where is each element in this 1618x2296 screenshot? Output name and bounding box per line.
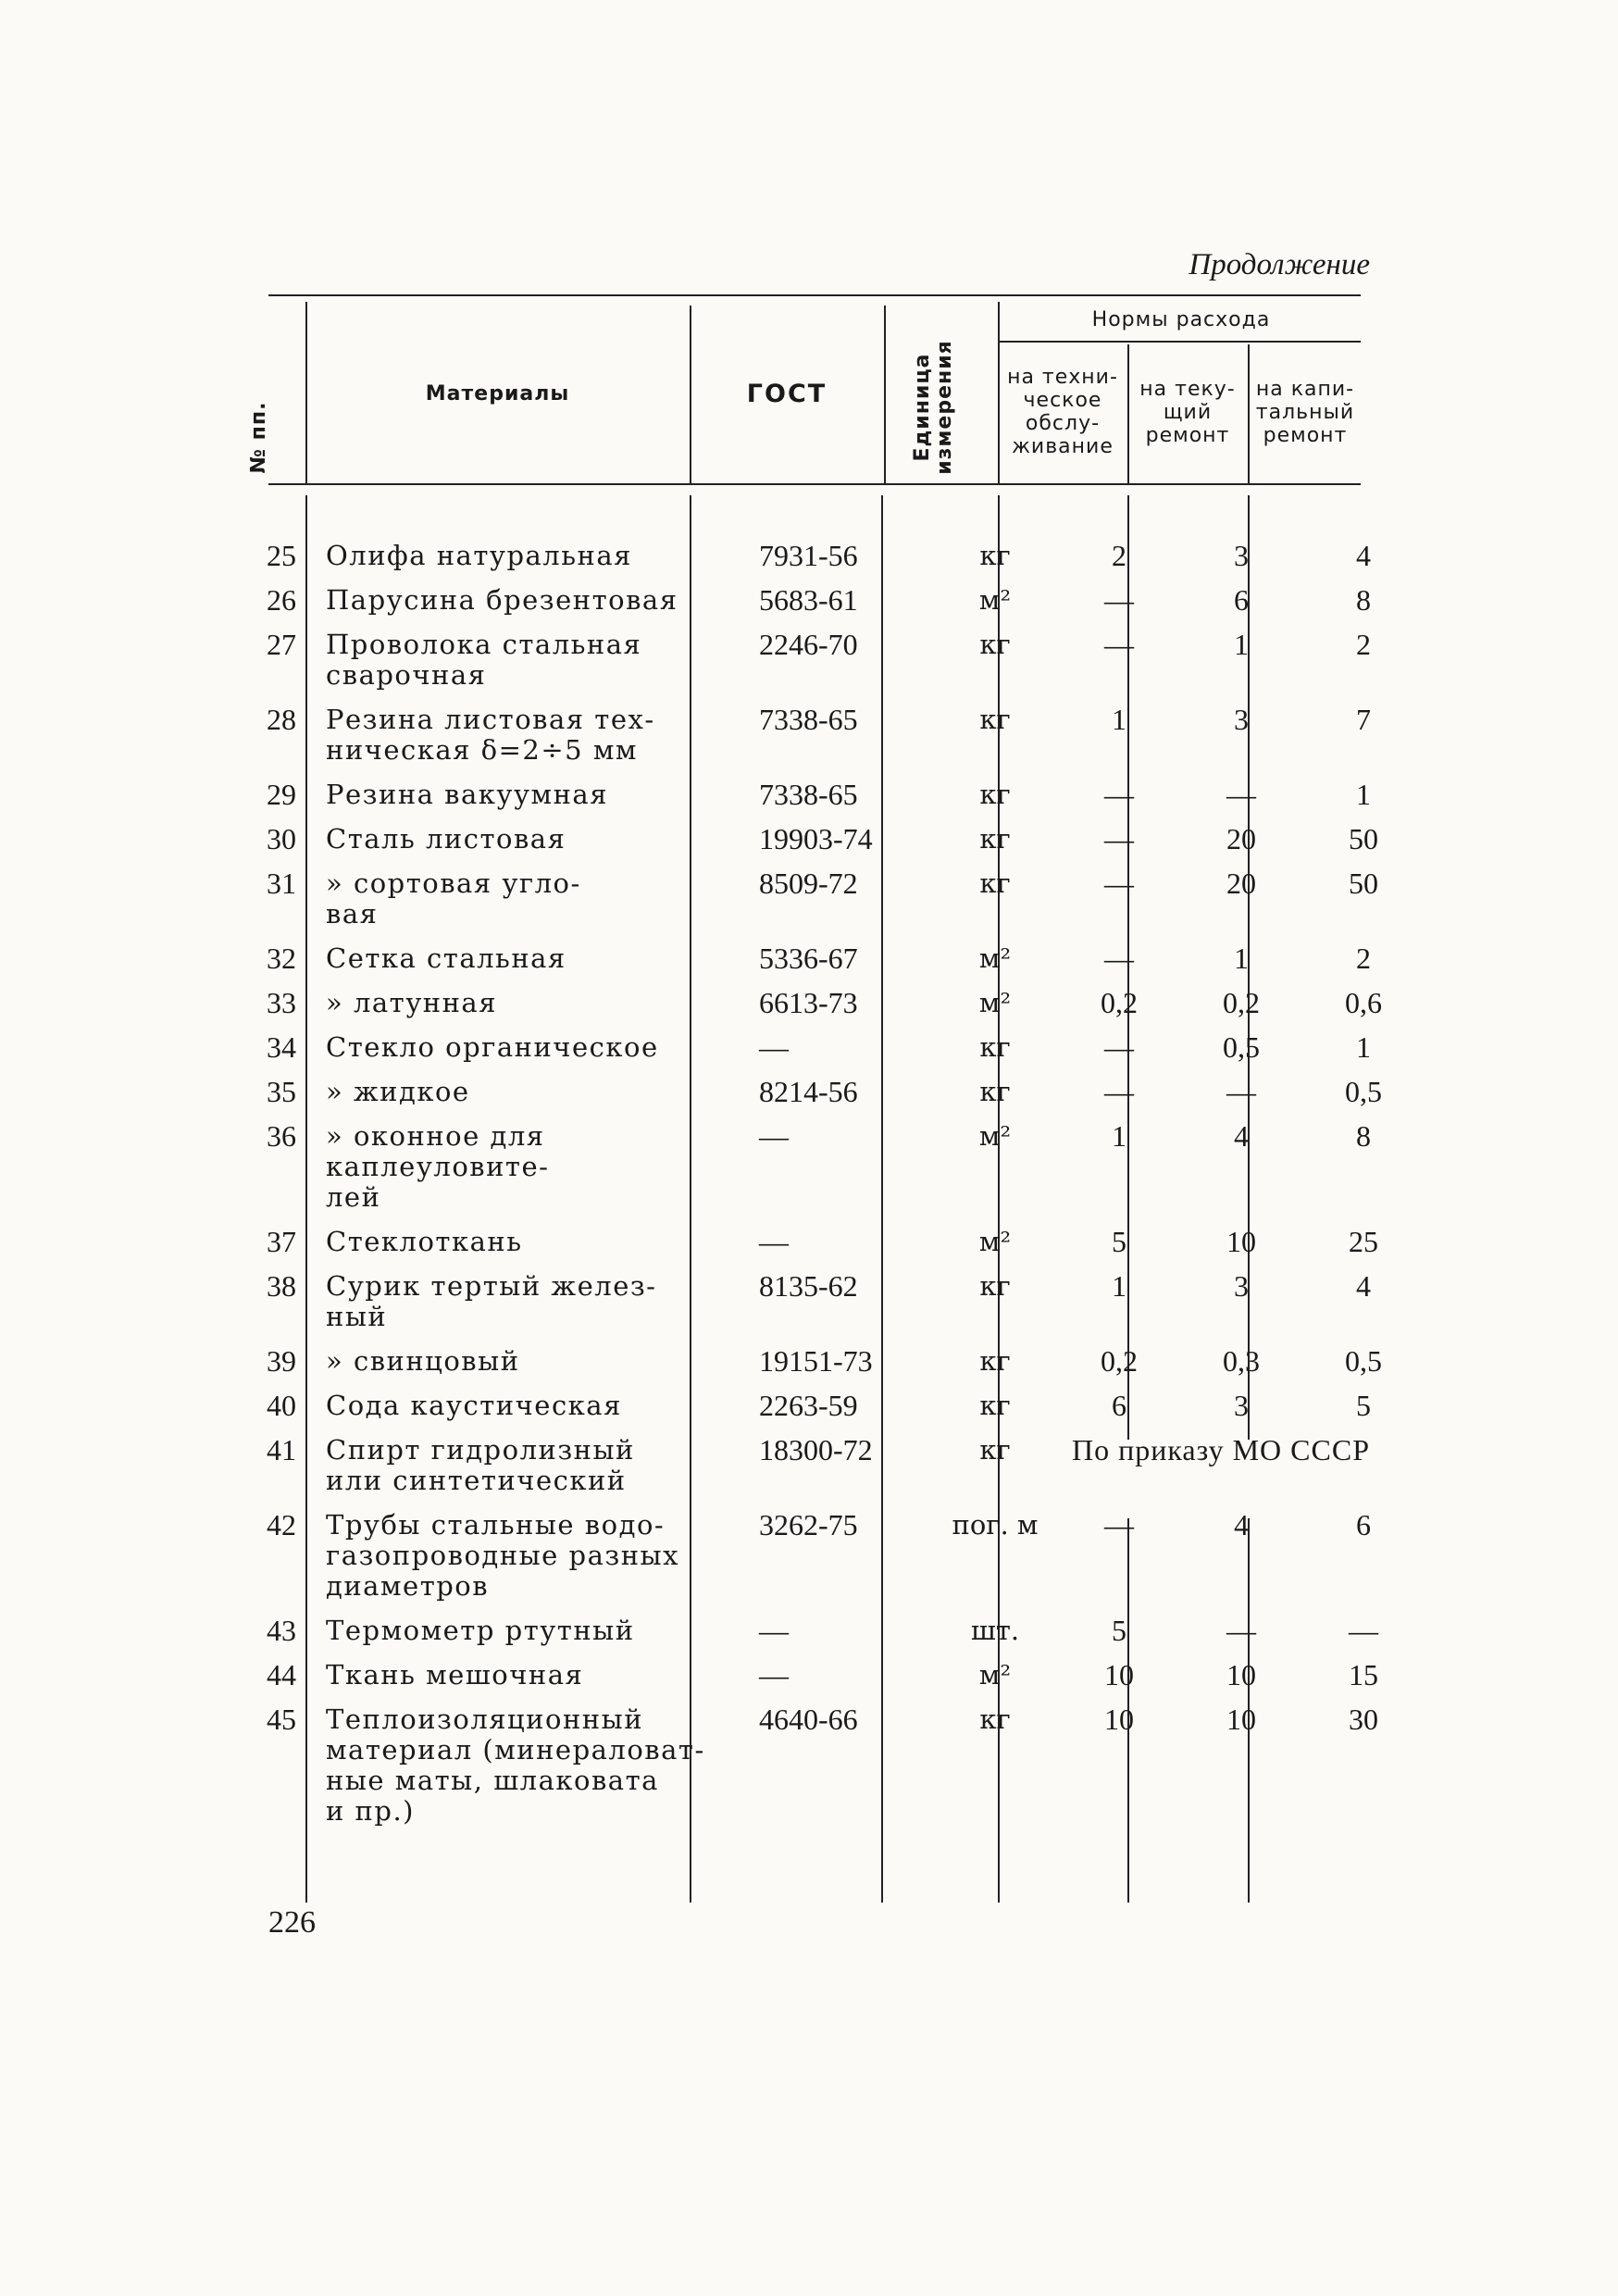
page-number: 226 [268,1905,316,1940]
header-num: № пп. [247,401,270,474]
norm-current-repair: 20 [1226,867,1256,900]
row-number: 43 [267,1614,296,1647]
norm-current-repair: 10 [1226,1658,1256,1691]
table-row [250,541,1379,571]
norm-maintenance: 6 [1112,1389,1126,1422]
table-row [250,1032,1379,1063]
norm-current-repair: — [1226,1614,1256,1647]
norm-maintenance: 10 [1104,1703,1134,1736]
norm-capital-repair: 0,5 [1345,1344,1382,1378]
gost-code: 7338-65 [759,703,858,736]
header-top-rule [268,294,1361,296]
norm-maintenance: 0,2 [1101,1344,1138,1378]
header-divider-gost [884,306,886,483]
norm-maintenance: — [1104,1030,1134,1064]
norm-maintenance: 1 [1112,703,1126,736]
material-name: Ткань мешочная [326,1659,584,1691]
norm-capital-repair: — [1349,1614,1378,1647]
row-number: 45 [267,1703,296,1736]
unit-of-measure: кг [979,540,1011,571]
norm-maintenance: 5 [1112,1225,1126,1258]
norm-capital-repair: 50 [1349,822,1378,855]
norm-capital-repair: 2 [1356,628,1371,661]
unit-of-measure: кг [979,867,1011,899]
row-number: 30 [267,822,296,855]
norm-capital-repair: 25 [1349,1225,1378,1258]
gost-code: 5336-67 [759,942,858,975]
norm-capital-repair: 5 [1356,1389,1371,1422]
material-name: » сортовая угло- вая [326,867,581,930]
row-number: 28 [267,703,296,736]
norm-maintenance: — [1104,867,1134,900]
norm-capital-repair: 1 [1356,778,1371,811]
norm-note: По приказу МО СССР [1072,1433,1370,1466]
gost-code: 18300-72 [759,1433,873,1466]
unit-of-measure: кг [979,1434,1011,1466]
unit-of-measure: кг [979,1270,1011,1302]
row-number: 31 [267,867,296,900]
norms-subheader-rule [998,341,1361,343]
continuation-label: Продолжение [1189,248,1370,281]
norm-maintenance: 1 [1112,1269,1126,1303]
norm-current-repair: 3 [1234,1389,1249,1422]
unit-of-measure: кг [979,704,1011,735]
norm-maintenance: 2 [1112,539,1126,572]
header-divider-materials [690,306,691,483]
norm-maintenance: 5 [1112,1614,1126,1647]
gost-code: 3262-75 [759,1508,858,1541]
material-name: Термометр ртутный [326,1615,635,1646]
gost-code: — [759,1030,789,1064]
gost-code: — [759,1119,789,1153]
gost-code: — [759,1614,789,1647]
table-row [250,1435,1379,1496]
gost-code: 2246-70 [759,628,858,661]
gost-code: 8135-62 [759,1269,858,1303]
norm-current-repair: — [1226,778,1256,811]
unit-of-measure: м² [978,1659,1012,1691]
unit-of-measure: м² [978,942,1012,974]
row-number: 44 [267,1658,296,1691]
table-row [250,824,1379,855]
norm-current-repair: 10 [1226,1703,1256,1736]
norm-current-repair: 0,5 [1223,1030,1260,1064]
norm-capital-repair: 2 [1356,942,1371,975]
material-name: Трубы стальные водо- газопроводные разных диаметров [326,1509,679,1602]
table-row [250,705,1379,766]
unit-of-measure: м² [978,1120,1012,1152]
table-row [250,1227,1379,1257]
material-name: Резина листовая тех- ническая δ=2÷5 мм [326,704,655,766]
table-row [250,1121,1379,1213]
norm-capital-repair: 0,5 [1345,1075,1382,1108]
header-maint: на техни- ческое обслу- живание [1007,366,1118,458]
norm-capital-repair: 8 [1356,583,1371,617]
gost-code: 6613-73 [759,986,858,1019]
unit-of-measure: м² [978,987,1012,1018]
norm-maintenance: — [1104,583,1134,617]
row-number: 41 [267,1433,296,1466]
norm-capital-repair: 0,6 [1345,986,1382,1019]
table-row [250,1391,1379,1421]
row-number: 39 [267,1344,296,1378]
header-capital: на капи- тальный ремонт [1255,377,1355,447]
header-bottom-rule [268,483,1361,485]
unit-of-measure: кг [979,629,1011,660]
unit-of-measure: кг [979,779,1011,810]
material-name: » свинцовый [326,1345,520,1377]
table-row [250,943,1379,974]
material-name: Сурик тертый желез- ный [326,1270,657,1332]
table-row [250,630,1379,691]
material-name: Стекло органическое [326,1031,659,1063]
norm-maintenance: — [1104,1508,1134,1541]
norm-capital-repair: 1 [1356,1030,1371,1064]
row-number: 42 [267,1508,296,1541]
material-name: Теплоизоляционный материал (минераловат- ные маты, шлаковата и пр.) [326,1703,705,1827]
unit-of-measure: кг [979,1703,1011,1735]
norm-capital-repair: 6 [1356,1508,1371,1541]
table-row [250,1704,1379,1827]
material-name: Резина вакуумная [326,779,608,810]
header-norms: Нормы расхода [1091,307,1271,331]
norm-capital-repair: 50 [1349,867,1378,900]
row-number: 29 [267,778,296,811]
unit-of-measure: кг [979,1076,1011,1107]
norm-maintenance: — [1104,942,1134,975]
gost-code: 7338-65 [759,778,858,811]
norm-capital-repair: 30 [1349,1703,1378,1736]
norm-maintenance: — [1104,822,1134,855]
norm-current-repair: 1 [1234,942,1249,975]
header-unit: Единица измерения [911,340,956,475]
gost-code: 8509-72 [759,867,858,900]
gost-code: 4640-66 [759,1703,858,1736]
norm-current-repair: 3 [1234,539,1249,572]
material-name: Спирт гидролизный или синтетический [326,1434,635,1496]
gost-code: — [759,1225,789,1258]
row-number: 40 [267,1389,296,1422]
norm-current-repair: 4 [1234,1119,1249,1153]
row-number: 38 [267,1269,296,1303]
gost-code: 8214-56 [759,1075,858,1108]
unit-of-measure: м² [978,584,1012,616]
row-number: 32 [267,942,296,975]
material-name: Парусина брезентовая [326,584,678,616]
material-name: Олифа натуральная [326,540,632,571]
norm-maintenance: 1 [1112,1119,1126,1153]
gost-code: 19903-74 [759,822,873,855]
norm-current-repair: 4 [1234,1508,1249,1541]
norm-capital-repair: 15 [1349,1658,1378,1691]
row-number: 25 [267,539,296,572]
norm-capital-repair: 7 [1356,703,1371,736]
norm-current-repair: 3 [1234,703,1249,736]
material-name: » жидкое [326,1076,470,1107]
table-row [250,1510,1379,1602]
unit-of-measure: м² [978,1226,1012,1257]
gost-code: 5683-61 [759,583,858,617]
row-number: 37 [267,1225,296,1258]
material-name: » оконное для каплеуловите- лей [326,1120,550,1213]
gost-code: 19151-73 [759,1344,873,1378]
table-row [250,986,1382,1019]
norm-capital-repair: 8 [1356,1119,1371,1153]
unit-of-measure: кг [979,1390,1011,1421]
row-number: 33 [267,986,296,1019]
table-row [250,1344,1382,1378]
norm-current-repair: 3 [1234,1269,1249,1303]
material-name: Проволока стальная сварочная [326,629,642,691]
material-name: Сталь листовая [326,823,566,855]
table-body [250,539,1382,1841]
table-row [250,1271,1379,1332]
row-number: 35 [267,1075,296,1108]
unit-of-measure: пог. м [952,1509,1039,1541]
unit-of-measure: кг [979,823,1011,855]
header-divider-num [305,302,307,483]
table-row [250,1660,1379,1691]
norm-maintenance: — [1104,778,1134,811]
norm-capital-repair: 4 [1356,1269,1371,1303]
header-current: на теку- щий ремонт [1139,377,1236,447]
header-gost: ГОСТ [746,379,828,408]
unit-of-measure: кг [979,1345,1011,1377]
row-number: 34 [267,1030,296,1064]
material-name: » латунная [326,987,498,1018]
unit-of-measure: шт. [970,1615,1020,1646]
material-name: Сода каустическая [326,1390,622,1421]
norm-maintenance: 10 [1104,1658,1134,1691]
material-name: Стеклоткань [326,1226,523,1257]
table-row [250,868,1379,930]
norm-current-repair: 0,2 [1223,986,1260,1019]
unit-of-measure: кг [979,1031,1011,1063]
table-row [250,1616,1379,1646]
row-number: 27 [267,628,296,661]
norm-current-repair: — [1226,1075,1256,1108]
norm-current-repair: 20 [1226,822,1256,855]
material-name: Сетка стальная [326,942,566,974]
norm-maintenance: — [1104,1075,1134,1108]
table-row [250,780,1379,810]
norm-maintenance: 0,2 [1101,986,1138,1019]
row-number: 26 [267,583,296,617]
gost-code: — [759,1658,789,1691]
gost-code: 2263-59 [759,1389,858,1422]
norm-current-repair: 0,3 [1223,1344,1260,1378]
table-row [250,585,1379,616]
norm-maintenance: — [1104,628,1134,661]
header-materials: Материалы [425,381,570,406]
norm-current-repair: 6 [1234,583,1249,617]
norm-capital-repair: 4 [1356,539,1371,572]
norm-current-repair: 10 [1226,1225,1256,1258]
norm-current-repair: 1 [1234,628,1249,661]
table-row [250,1075,1382,1108]
row-number: 36 [267,1119,296,1153]
gost-code: 7931-56 [759,539,858,572]
